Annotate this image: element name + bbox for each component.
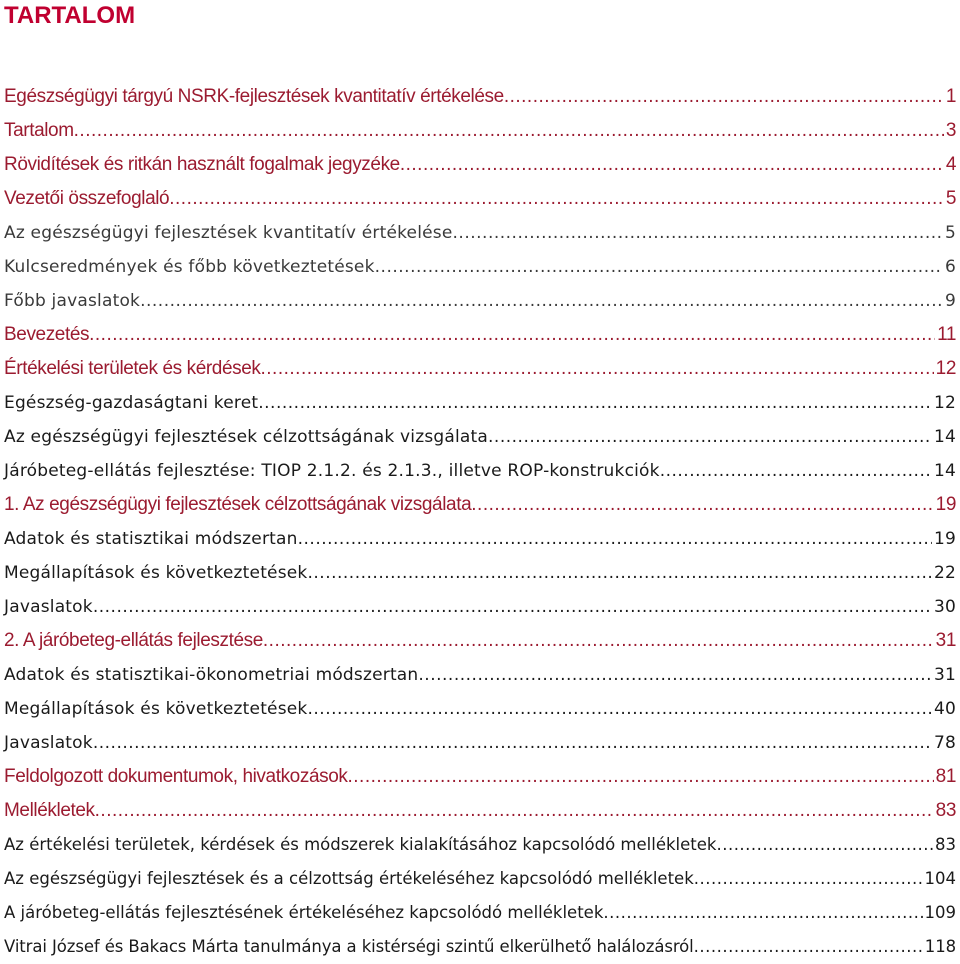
toc-entry[interactable] (4, 624, 956, 658)
toc-dot-leader (89, 318, 935, 352)
toc-dot-leader (347, 760, 933, 794)
toc-entry[interactable] (4, 522, 956, 556)
toc-entry-label: Megállapítások és következtetések (4, 699, 308, 719)
toc-entry[interactable] (4, 896, 956, 930)
toc-dot-leader (716, 828, 933, 862)
toc-entry[interactable] (4, 386, 956, 420)
toc-entry-label: A járóbeteg-ellátás fejlesztésének értékeléséhez kapcsolódó mellékletek (4, 903, 604, 922)
toc-entry[interactable] (4, 726, 956, 760)
toc-page-number: 5 (945, 188, 956, 209)
toc-page-number: 109 (924, 903, 956, 922)
toc-entry-label: Mellékletek (4, 800, 95, 821)
toc-entry[interactable] (4, 352, 956, 386)
toc-page-number: 3 (945, 120, 956, 141)
toc-entry-label: Javaslatok (4, 597, 93, 617)
toc-entry[interactable] (4, 930, 956, 964)
toc-entry-label: Megállapítások és következtetések (4, 563, 308, 583)
toc-page-number: 118 (924, 937, 956, 956)
toc-entry[interactable] (4, 182, 956, 216)
toc-entry-label: Vezetői összefoglaló (4, 188, 170, 209)
toc-dot-leader (453, 216, 943, 250)
toc-entry[interactable] (4, 284, 956, 318)
toc-entry-label: Adatok és statisztikai módszertan (4, 529, 298, 549)
toc-entry[interactable] (4, 760, 956, 794)
toc-entry[interactable] (4, 250, 956, 284)
toc-dot-leader (471, 488, 933, 522)
toc-dot-leader (418, 658, 932, 692)
toc-entry-label: Adatok és statisztikai-ökonometriai módszertan (4, 665, 419, 685)
toc-dot-leader (504, 80, 944, 114)
toc-dot-leader (140, 284, 943, 318)
toc-entry-label: 1. Az egészségügyi fejlesztések célzottságának vizsgálata (4, 494, 472, 515)
toc-entry-label: 2. A járóbeteg-ellátás fejlesztése (4, 630, 263, 651)
toc-entry[interactable] (4, 828, 956, 862)
toc-dot-leader (258, 386, 932, 420)
toc-dot-leader (400, 148, 944, 182)
toc-page-number: 14 (933, 461, 956, 481)
toc-entry-label: Értékelési területek és kérdések (4, 358, 261, 379)
toc-entry-label: Rövidítések és ritkán használt fogalmak jegyzéke (4, 154, 400, 175)
toc-entry[interactable] (4, 454, 956, 488)
toc-page-number: 12 (933, 393, 956, 413)
toc-entry-label: Feldolgozott dokumentumok, hivatkozások (4, 766, 348, 787)
toc-dot-leader (375, 250, 943, 284)
toc-page-number: 19 (935, 494, 956, 515)
toc-page-number: 4 (945, 154, 956, 175)
toc-entry-label: Főbb javaslatok (4, 291, 141, 311)
toc-entry[interactable] (4, 488, 956, 522)
toc-entry-label: Az egészségügyi fejlesztések kvantitatív értékelése (4, 223, 453, 243)
toc-entry[interactable] (4, 862, 956, 896)
toc-page-number: 81 (935, 766, 956, 787)
toc-dot-leader (694, 862, 923, 896)
toc-page-number: 11 (937, 324, 956, 345)
toc-entry-label: Kulcseredmények és főbb következtetések (4, 257, 375, 277)
toc-entry[interactable] (4, 216, 956, 250)
toc-page-number: 5 (944, 223, 956, 243)
toc-entry-label: Az egészségügyi fejlesztések és a célzottság értékeléséhez kapcsolódó mellékletek (4, 869, 694, 888)
toc-entry-label: Javaslatok (4, 733, 93, 753)
toc-dot-leader (298, 522, 932, 556)
toc-entry[interactable] (4, 556, 956, 590)
toc-dot-leader (603, 896, 922, 930)
toc-page-number: 31 (933, 665, 956, 685)
toc-page-number: 22 (933, 563, 956, 583)
toc-entry-label: Az értékelési területek, kérdések és módszerek kialakításához kapcsolódó mellékletek (4, 835, 717, 854)
toc-entry-label: Vitrai József és Bakacs Márta tanulmánya a kistérségi szintű elkerülhető halálozásról (4, 937, 694, 956)
toc-page-number: 14 (933, 427, 956, 447)
page-title: TARTALOM (4, 2, 136, 29)
toc-entry-label: Az egészségügyi fejlesztések célzottságának vizsgálata (4, 427, 489, 447)
toc-entry[interactable] (4, 590, 956, 624)
toc-page-number: 83 (935, 835, 956, 854)
toc-dot-leader (307, 556, 931, 590)
toc-page-number: 1 (945, 86, 956, 107)
toc-entry[interactable] (4, 794, 956, 828)
toc-dot-leader (488, 420, 932, 454)
toc-entry-label: Bevezetés (4, 324, 90, 345)
toc-page-number: 6 (944, 257, 956, 277)
toc-entry[interactable] (4, 114, 956, 148)
toc-dot-leader (261, 352, 934, 386)
table-of-contents (4, 80, 956, 964)
toc-dot-leader (95, 794, 934, 828)
toc-page-number: 78 (933, 733, 956, 753)
toc-dot-leader (263, 624, 934, 658)
toc-entry-label: Járóbeteg-ellátás fejlesztése: TIOP 2.1.2. és 2.1.3., illetve ROP-konstrukciók (4, 461, 660, 481)
toc-page-number: 30 (933, 597, 956, 617)
toc-entry[interactable] (4, 692, 956, 726)
toc-dot-leader (169, 182, 944, 216)
toc-page-number: 104 (924, 869, 956, 888)
toc-dot-leader (93, 590, 932, 624)
toc-entry-label: Tartalom (4, 120, 74, 141)
toc-entry[interactable] (4, 80, 956, 114)
toc-dot-leader (694, 930, 923, 964)
toc-page-number: 19 (933, 529, 956, 549)
toc-entry[interactable] (4, 658, 956, 692)
toc-dot-leader (307, 692, 931, 726)
toc-entry-label: Egészségügyi tárgyú NSRK-fejlesztések kvantitatív értékelése (4, 86, 504, 107)
toc-entry-label: Egészség-gazdaságtani keret (4, 393, 259, 413)
toc-page-number: 83 (935, 800, 956, 821)
toc-dot-leader (74, 114, 944, 148)
toc-entry[interactable] (4, 420, 956, 454)
toc-dot-leader (660, 454, 932, 488)
toc-page-number: 9 (944, 291, 956, 311)
toc-dot-leader (93, 726, 932, 760)
toc-page-number: 31 (935, 630, 956, 651)
toc-entry[interactable] (4, 148, 956, 182)
toc-entry[interactable] (4, 318, 956, 352)
toc-page-number: 12 (935, 358, 956, 379)
toc-page-number: 40 (933, 699, 956, 719)
